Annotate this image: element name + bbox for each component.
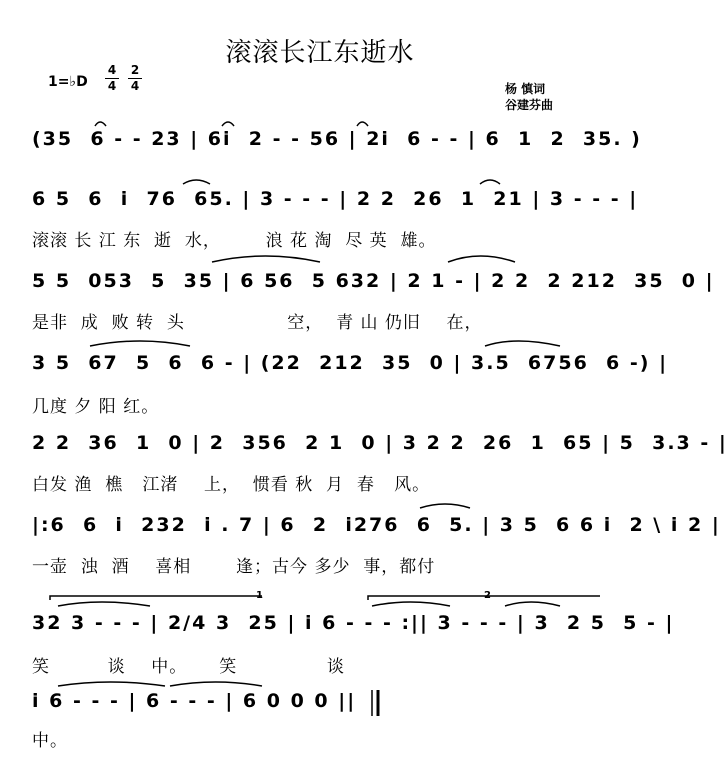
tie-mark (505, 602, 560, 606)
lyric-line: 笑 谈 中。 笑 谈 (32, 657, 345, 677)
lyric-line: 中。 (32, 731, 68, 751)
notation-line: 6 5 6 i 76 65. | 3 - - - | 2 2 26 1 21 | 3 - - - | (32, 188, 639, 210)
notation-line: 5 5 053 5 35 | 6 56 5 632 | 2 1 - | 2 2 2 212 35 0 | (32, 270, 715, 292)
tie-mark (58, 602, 150, 606)
song-title: 滚滚长江东逝水 (225, 38, 415, 68)
tie-mark (170, 682, 262, 686)
volta-bracket-2 (368, 596, 600, 600)
tie-mark (183, 180, 210, 184)
notation-line: (35 6 - - 23 | 6i 2 - - 56 | 2i 6 - - | 6 1 2 35. ) (32, 128, 642, 150)
volta-number-1: 1 (256, 590, 263, 601)
notation-line: 2 2 36 1 0 | 2 356 2 1 0 | 3 2 2 26 1 65 | 5 3.3 - | (32, 432, 728, 454)
tie-mark (372, 602, 450, 606)
fermata-mark (357, 122, 368, 126)
tie-mark (420, 504, 470, 508)
tie-mark (480, 180, 500, 184)
lyric-line: 一壶 浊 酒 喜相 逢；古今 多少 事，都付 (32, 557, 436, 577)
lyric-line: 是非 成 败 转 头 空， 青 山 仍旧 在， (32, 313, 483, 333)
composer-credit: 谷建芬曲 (505, 98, 554, 112)
time-signature-4-4: 4 4 (105, 64, 119, 93)
notation-line: 3 5 67 5 6 6 - | (22 212 35 0 | 3.5 6756 6 -) | (32, 352, 669, 374)
lyric-line: 几度 夕 阳 红。 (32, 397, 160, 417)
tie-mark (90, 341, 190, 346)
tie-mark (485, 341, 560, 346)
key-signature: 1=♭D (48, 74, 88, 90)
fermata-mark (222, 122, 234, 126)
tie-mark (58, 682, 165, 686)
lyricist-credit: 杨 慎词 (505, 82, 546, 96)
notation-line: i 6 - - - | 6 - - - | 6 0 0 0 || (32, 690, 357, 712)
notation-line: 32 3 - - - | 2/4 3 25 | i 6 - - - :|| 3 - - - | 3 2 5 5 - | (32, 612, 675, 634)
volta-number-2: 2 (484, 590, 491, 601)
lyric-line: 白发 渔 樵 江渚 上， 惯看 秋 月 春 风。 (32, 475, 431, 495)
time-signature-2-4: 2 4 (128, 64, 142, 93)
notation-line: |:6 6 i 232 i . 7 | 6 2 i276 6 5. | 3 5 6 6 i 2 \ i 2 | (32, 514, 721, 536)
tie-mark (448, 256, 515, 262)
fermata-mark (95, 122, 106, 126)
lyric-line: 滚滚 长 江 东 逝 水， 浪 花 淘 尽 英 雄。 (32, 231, 437, 251)
tie-mark (212, 256, 320, 262)
volta-bracket-1 (50, 596, 262, 600)
